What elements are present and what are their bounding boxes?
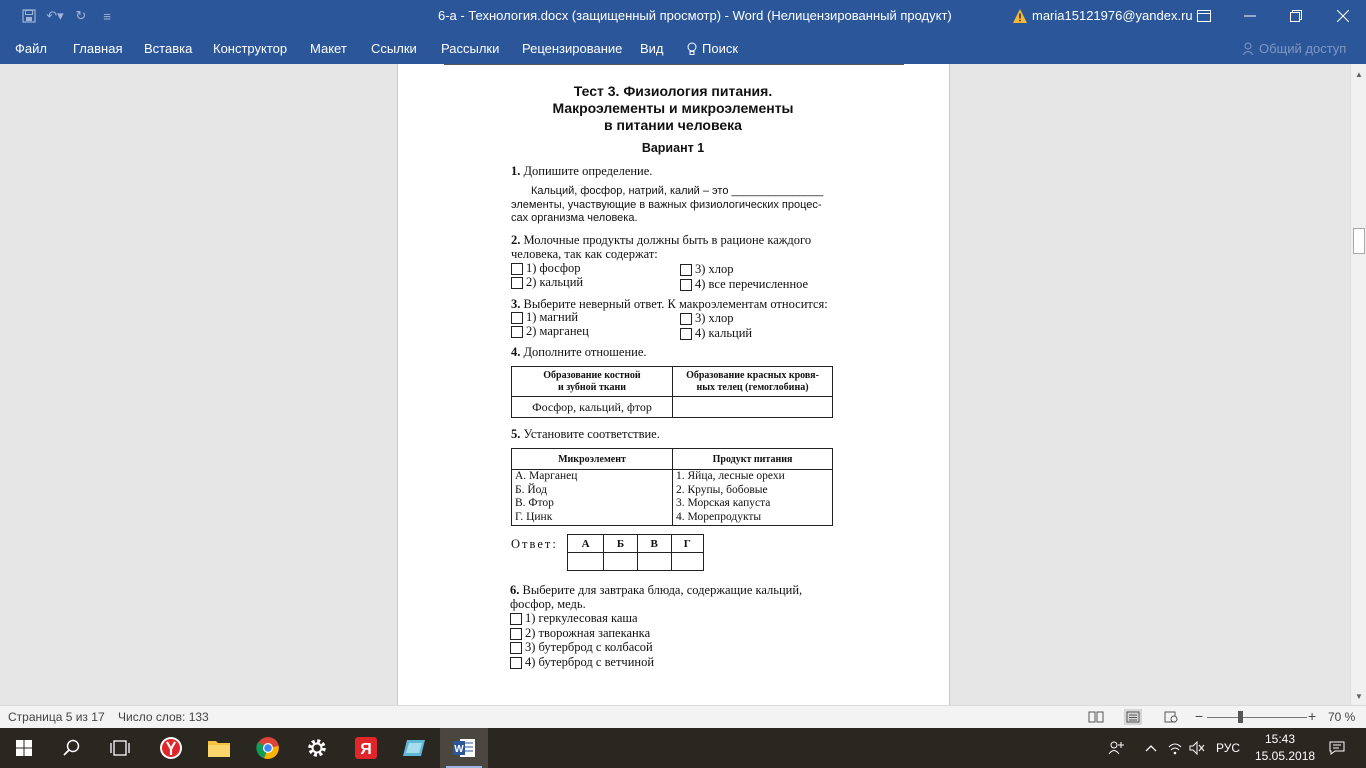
q2-line-1: Молочные продукты должны быть в рационе каждого (523, 233, 812, 247)
ribbon-tabs (0, 32, 1366, 64)
warning-icon (1012, 8, 1028, 24)
tab-mailings[interactable]: Рассылки (441, 41, 500, 56)
q6-line-1: Выберите для завтрака блюда, содержащие кальций, (522, 583, 803, 597)
customize-qat-icon[interactable]: ≡ (103, 8, 111, 24)
restore-button[interactable] (1273, 0, 1319, 32)
checkbox-icon (680, 279, 692, 291)
checkbox-icon (510, 628, 522, 640)
person-icon (1242, 42, 1254, 55)
scroll-thumb[interactable] (1353, 228, 1365, 254)
q5-foods-cell (673, 470, 833, 526)
account-name[interactable]: maria15121976@yandex.ru (1032, 8, 1193, 23)
yandex-icon[interactable] (342, 728, 390, 768)
zoom-slider[interactable] (1207, 717, 1307, 718)
checkbox-icon (510, 642, 522, 654)
q6-option-1 (510, 611, 638, 626)
checkbox-icon (511, 312, 523, 324)
q2-option-1 (511, 261, 581, 276)
q6-option-3-label: 3) бутерброд с колбасой (525, 640, 653, 654)
q6-option-1-label: 1) геркулесовая каша (525, 611, 638, 625)
answer-cell-a[interactable] (568, 553, 604, 571)
q2-option-1-label: 1) фосфор (526, 261, 581, 275)
q2-option-4-label: 4) все перечисленное (695, 277, 809, 291)
q2-option-4 (680, 277, 808, 292)
checkbox-icon (511, 277, 523, 289)
q3-heading (511, 297, 828, 311)
tab-insert[interactable]: Вставка (144, 41, 193, 56)
zoom-out-button[interactable]: − (1195, 708, 1204, 724)
q4-text: Дополните отношение. (523, 345, 647, 359)
q3-option-4-label: 4) кальций (695, 326, 753, 340)
answer-cell-b[interactable] (604, 553, 638, 571)
q1-line-2: элементы, участвующие в важных физиологических процес- (511, 198, 822, 211)
clock[interactable] (1255, 731, 1316, 765)
tab-view[interactable]: Вид (640, 41, 664, 56)
q5-elements-cell (512, 470, 673, 526)
app-icon[interactable] (391, 728, 439, 768)
print-layout-icon[interactable] (1124, 709, 1142, 725)
page-top-rule (444, 64, 904, 65)
q2-option-2-label: 2) кальций (526, 275, 584, 289)
web-layout-icon[interactable] (1162, 709, 1180, 725)
svg-text:W: W (454, 744, 464, 755)
q3-option-1-label: 1) магний (526, 310, 579, 324)
answer-table (567, 534, 704, 571)
q5-food-4: 4. Морепродукты (676, 510, 762, 523)
q5-text: Установите соответствие. (523, 427, 660, 441)
q1-line-3: сах организма человека. (511, 212, 638, 224)
language-indicator[interactable]: РУС (1215, 741, 1241, 755)
q2-number: 2. (511, 233, 521, 247)
zoom-in-button[interactable]: + (1308, 708, 1317, 724)
lightbulb-icon (687, 42, 697, 56)
title-bar (0, 0, 1366, 32)
volume-muted-icon[interactable] (1186, 728, 1208, 768)
redo-icon[interactable]: ↻ (75, 8, 87, 23)
checkbox-icon (511, 326, 523, 338)
checkbox-icon (511, 263, 523, 275)
answer-cell-v[interactable] (637, 553, 671, 571)
q2-heading (511, 233, 841, 261)
q4-table (511, 366, 833, 418)
q3-option-2 (511, 324, 589, 339)
share-label: Общий доступ (1259, 41, 1347, 56)
settings-gear-icon[interactable] (293, 728, 341, 768)
share-button[interactable] (1242, 41, 1346, 56)
q5-element-a: А. Марганец (515, 470, 578, 482)
word-icon[interactable] (440, 728, 488, 768)
answer-col-a: А (568, 535, 604, 553)
q5-element-b: Б. Йод (515, 483, 547, 496)
clock-date: 15.05.2018 (1255, 749, 1316, 763)
q6-line-2: фосфор, медь. (510, 597, 586, 611)
q2-option-3-label: 3) хлор (695, 262, 734, 276)
svg-text:Я: Я (360, 741, 372, 758)
checkbox-icon (680, 264, 692, 276)
zoom-level[interactable]: 70 % (1328, 710, 1356, 724)
q4-cell-empty[interactable] (673, 397, 833, 418)
q6-number: 6. (510, 583, 520, 597)
q5-food-3: 3. Морская капуста (676, 497, 771, 509)
tab-file[interactable]: Файл (15, 41, 47, 56)
q1-text: Допишите определение. (523, 164, 653, 178)
title-line-2: Макроэлементы и микроэлементы (552, 100, 794, 116)
yandex-browser-icon[interactable] (147, 728, 195, 768)
quick-access-toolbar (18, 6, 118, 26)
q4-header-bone: Образование костной и зубной ткани (512, 367, 673, 397)
window-title: 6-а - Технология.docx (защищенный просмотр) - Word (Нелицензированный продукт) (438, 8, 952, 23)
ribbon-display-options-icon[interactable] (1181, 0, 1227, 32)
test-title (498, 83, 848, 134)
q5-header-element: Микроэлемент (512, 449, 673, 470)
undo-icon[interactable]: ↶▾ (46, 8, 64, 23)
document-canvas[interactable] (0, 64, 1350, 705)
clock-time: 15:43 (1264, 732, 1296, 746)
read-mode-icon[interactable] (1087, 709, 1105, 725)
q3-option-3-label: 3) хлор (695, 311, 734, 325)
chevron-up-icon[interactable] (1140, 728, 1162, 768)
q3-option-3 (680, 311, 734, 326)
save-icon[interactable] (18, 6, 40, 26)
task-view-icon[interactable] (96, 728, 144, 768)
zoom-slider-thumb[interactable] (1238, 711, 1243, 723)
q6-option-2 (510, 626, 650, 641)
q6-option-4 (510, 655, 654, 670)
q2-option-2 (511, 275, 583, 290)
q5-number: 5. (511, 427, 521, 441)
checkbox-icon (680, 328, 692, 340)
answer-col-v: В (637, 535, 671, 553)
answer-cell-g[interactable] (671, 553, 703, 571)
minimize-button[interactable] (1227, 0, 1273, 32)
tab-home[interactable]: Главная (73, 41, 123, 56)
tell-me-search[interactable] (687, 41, 738, 56)
scroll-down-icon[interactable]: ▼ (1355, 691, 1363, 701)
q5-heading (511, 427, 660, 441)
q6-option-2-label: 2) творожная запеканка (525, 626, 651, 640)
q1-line-1: Кальций, фосфор, натрий, калий – это _______________ (531, 185, 824, 197)
word-count[interactable]: Число слов: 133 (118, 710, 209, 724)
q5-element-v: В. Фтор (515, 497, 554, 509)
answer-label: Ответ: (511, 537, 558, 551)
variant-label: Вариант 1 (641, 141, 705, 155)
people-icon[interactable] (1104, 728, 1128, 768)
checkbox-icon (680, 313, 692, 325)
tab-layout[interactable]: Макет (310, 41, 347, 56)
taskbar (0, 728, 1366, 768)
tab-design[interactable]: Конструктор (213, 41, 288, 56)
q4-heading (511, 345, 647, 359)
q3-option-4 (680, 326, 752, 341)
start-button[interactable] (0, 728, 48, 768)
vertical-scrollbar[interactable] (1350, 64, 1366, 705)
checkbox-icon (510, 613, 522, 625)
q5-food-1: 1. Яйца, лесные орехи (676, 470, 785, 482)
q4-number: 4. (511, 345, 521, 359)
title-line-1: Тест 3. Физиология питания. (573, 83, 773, 99)
q3-number: 3. (511, 297, 521, 311)
answer-col-g: Г (671, 535, 703, 553)
q4-header-blood: Образование красных кровя- ных телец (гемоглобина) (673, 367, 833, 397)
q6-heading (510, 583, 850, 611)
q1-heading (511, 164, 652, 178)
q2-option-3 (680, 262, 734, 277)
q5-element-g: Г. Цинк (515, 510, 553, 523)
file-explorer-icon[interactable] (195, 728, 243, 768)
q6-option-3 (510, 640, 653, 655)
tab-references[interactable]: Ссылки (371, 41, 417, 56)
scroll-up-icon[interactable]: ▲ (1355, 69, 1363, 79)
q6-option-4-label: 4) бутерброд с ветчиной (525, 655, 655, 669)
q3-option-2-label: 2) марганец (526, 324, 589, 338)
answer-col-b: Б (604, 535, 638, 553)
q5-food-2: 2. Крупы, бобовые (676, 483, 768, 496)
tell-me-label: Поиск (702, 41, 739, 56)
q2-line-2: человека, так как содержат: (511, 247, 658, 261)
checkbox-icon (510, 657, 522, 669)
status-bar (0, 705, 1366, 728)
close-button[interactable] (1320, 0, 1366, 32)
q3-text: Выберите неверный ответ. К макроэлементам относится: (523, 297, 828, 311)
q1-definition (511, 185, 841, 226)
search-icon[interactable] (48, 728, 96, 768)
q5-table (511, 448, 833, 526)
tab-review[interactable]: Рецензирование (522, 41, 623, 56)
chrome-icon[interactable] (244, 728, 292, 768)
q3-option-1 (511, 310, 578, 325)
title-line-3: в питании человека (604, 117, 742, 133)
notifications-icon[interactable] (1322, 728, 1352, 768)
q1-number: 1. (511, 164, 521, 178)
network-icon[interactable] (1164, 728, 1186, 768)
q4-cell-minerals: Фосфор, кальций, фтор (512, 397, 673, 418)
document-page[interactable] (397, 64, 950, 705)
page-counter[interactable]: Страница 5 из 17 (8, 710, 105, 724)
q5-header-food: Продукт питания (673, 449, 833, 470)
